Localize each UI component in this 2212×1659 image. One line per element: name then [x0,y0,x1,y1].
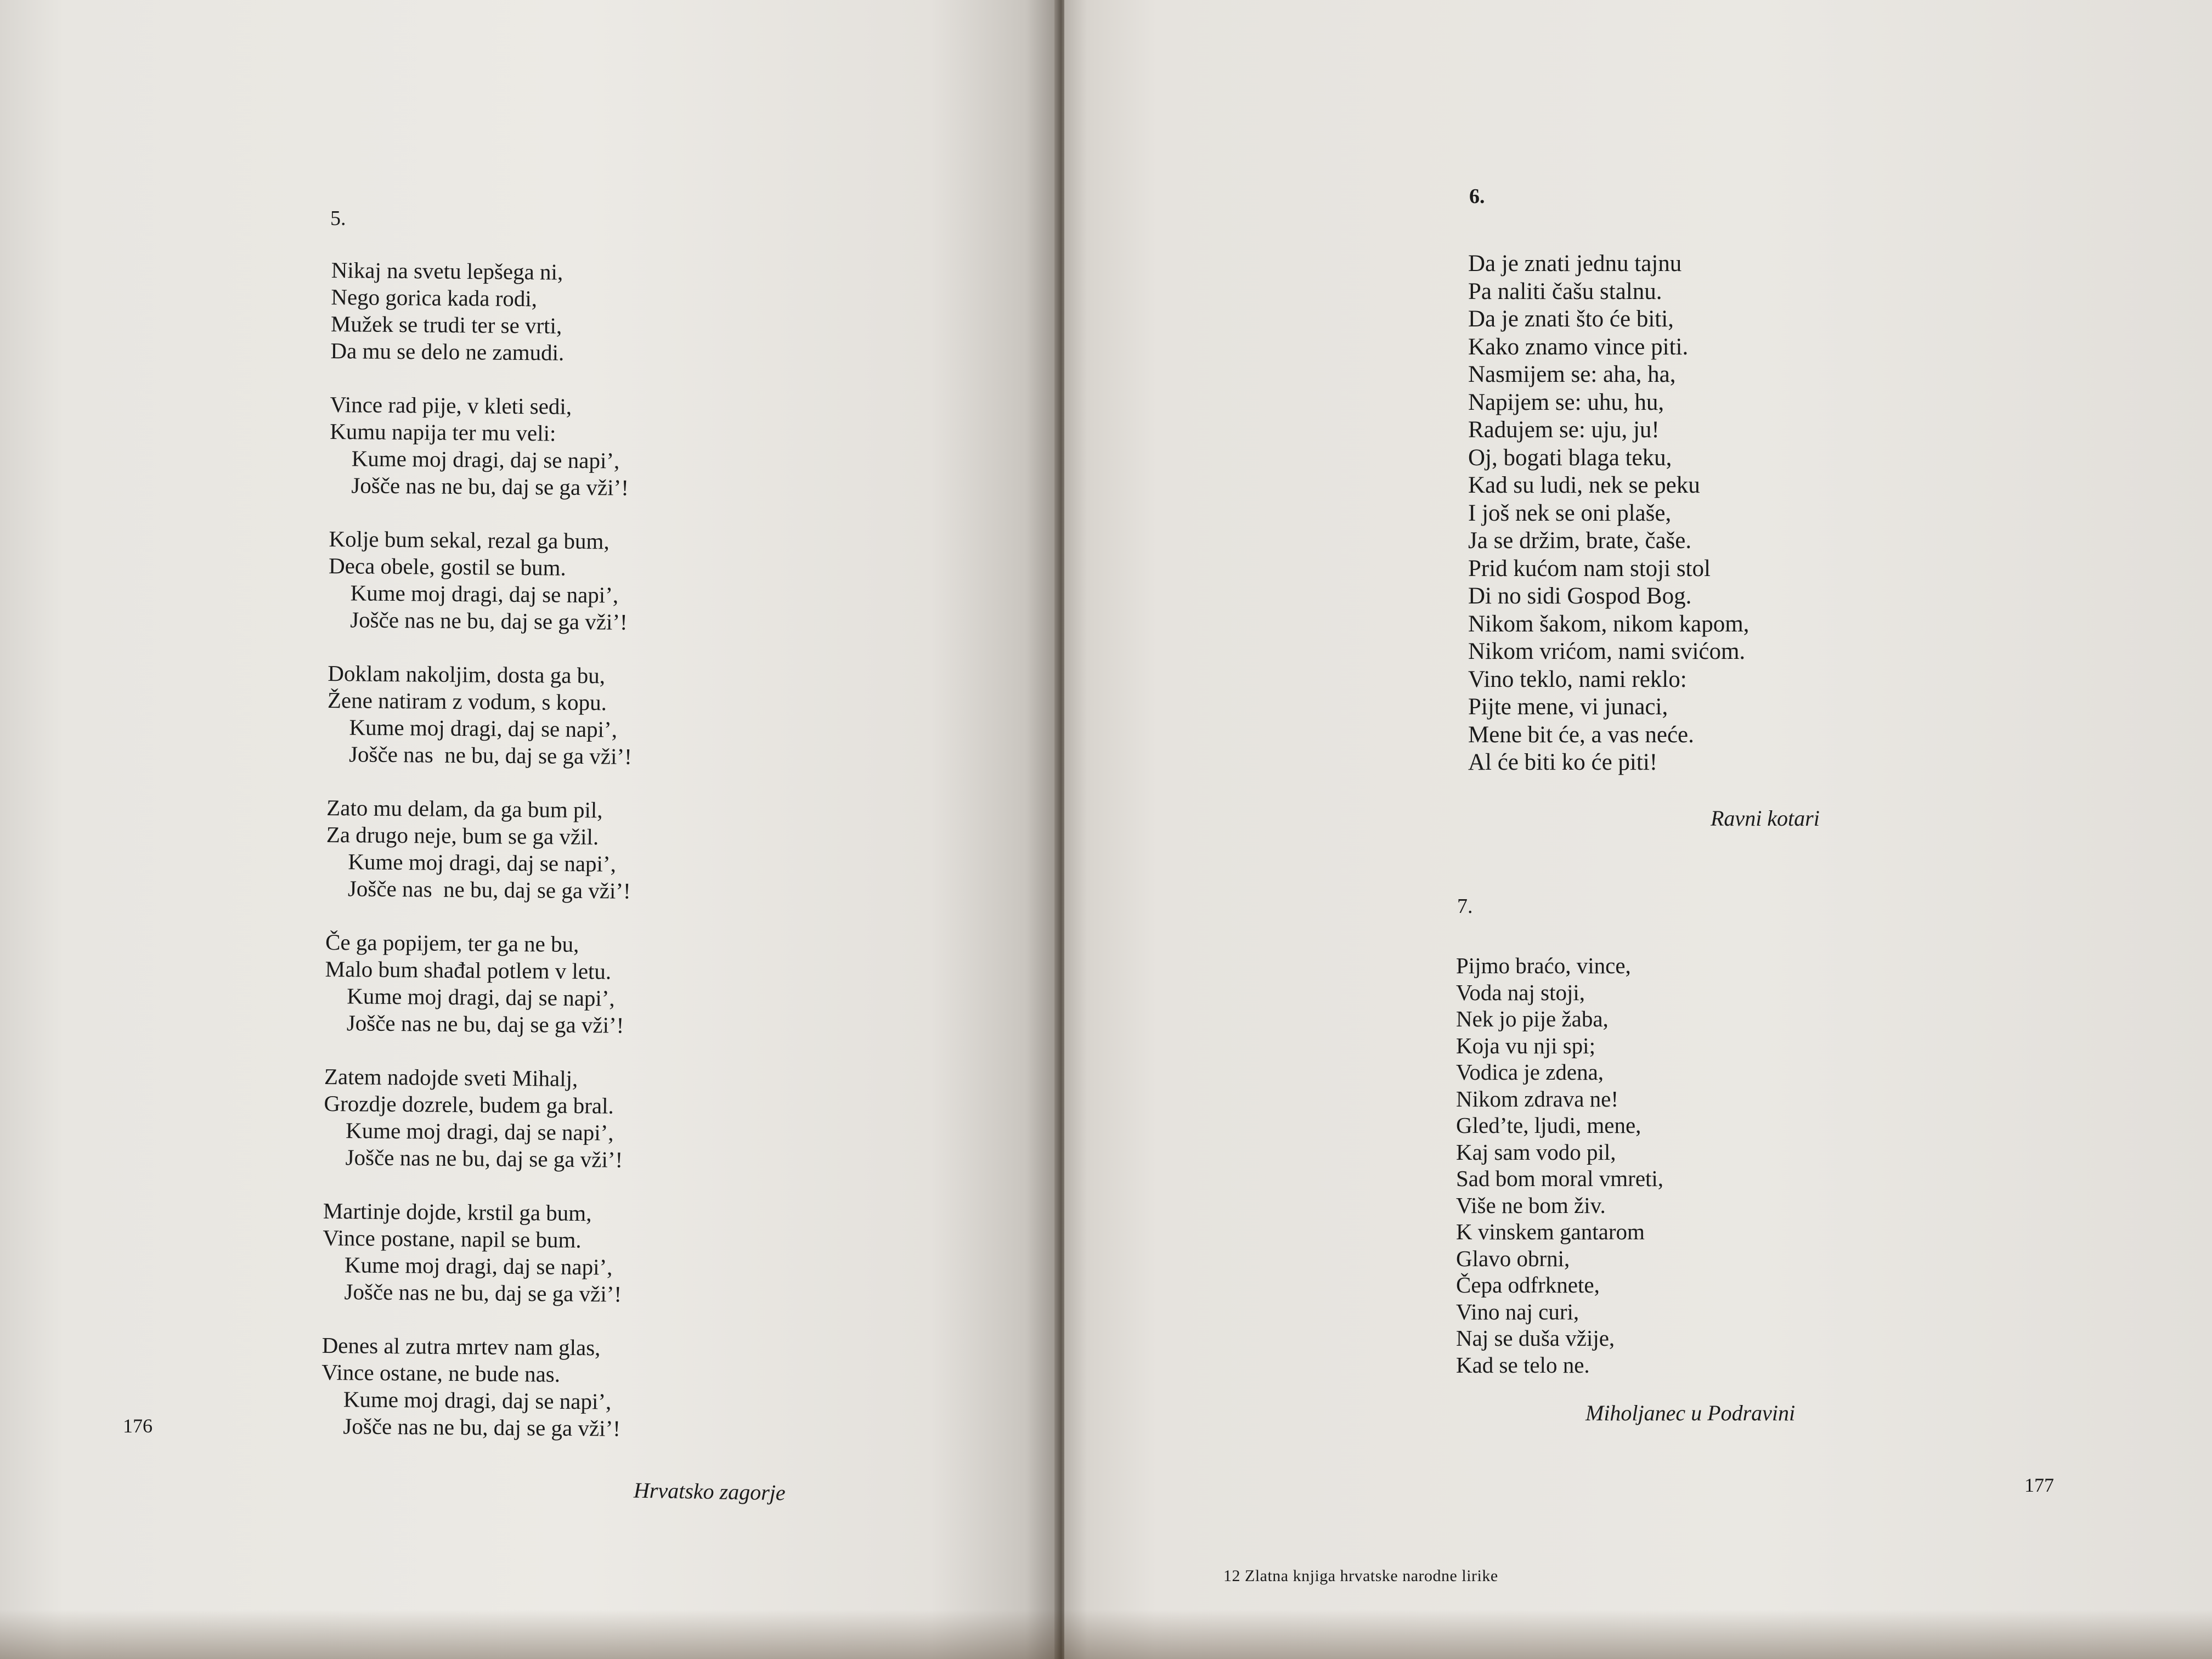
poem-line: Vince ostane, ne bude nas. [321,1359,561,1387]
poem-line: Vince rad pije, v kleti sedi, [330,391,572,419]
stanza [322,1198,628,1308]
poem-line: Kume moj dragi, daj se napi’, [347,983,615,1011]
poem-line: Glavo obrni, [1456,1245,1570,1271]
poem-line: Nek jo pije žaba, [1456,1006,1609,1031]
poem-7-text [1456,952,1663,1378]
poem-line: Ja se držim, brate, čaše. [1468,528,1692,554]
poem-line: Vince postane, napil se bum. [323,1224,582,1253]
poem-line: Kad su ludi, nek se peku [1468,472,1700,498]
poem-line: Če ga popijem, ter ga ne bu, [325,929,579,957]
poem-line: Da mu se delo ne zamudi. [330,337,565,365]
poem-line: Napijem se: uhu, hu, [1468,389,1664,415]
poem-line: Čepa odfrknete, [1456,1272,1600,1297]
poem-line: Jošče nas ne bu, daj se ga vži’! [350,607,628,635]
poem-line: Da je znati što će biti, [1468,306,1674,332]
poem-7-number: 7. [1457,895,1473,918]
poem-line: Naj se duša vžije, [1456,1325,1615,1351]
poem-7-place: Miholjanec u Podravini [1585,1401,1796,1425]
poem-line: Kumu napija ter mu veli: [330,418,556,446]
poem-5-place: Hrvatsko zagorje [633,1477,786,1505]
poem-line: Jošče nas ne bu, daj se ga vži’! [343,1413,621,1441]
poem-line: Grozdje dozrele, budem ga bral. [324,1090,614,1119]
poem-line: Zato mu delam, da ga bum pil, [326,794,603,823]
poem-line: Jošče nas ne bu, daj se ga vži’! [351,472,629,500]
poem-line: Doklam nakoljim, dosta ga bu, [328,660,606,689]
poem-6-number: 6. [1469,185,1485,208]
poem-line: Zatem nadojde sveti Mihalj, [324,1063,578,1091]
poem-line: Radujem se: uju, ju! [1468,417,1660,443]
poem-line: Voda naj stoji, [1456,979,1585,1005]
poem-line: Pijte mene, vi junaci, [1468,694,1668,720]
stanza [328,526,634,636]
poem-line: Oj, bogati blaga teku, [1468,444,1672,471]
poem-line: Jošče nas ne bu, daj se ga vži’! [344,1279,622,1307]
poem-line: Žene natiram z vodum, s kopu. [327,687,607,715]
stanza [323,1063,629,1173]
left-page [0,0,1058,1659]
poem-line: Jošče nas ne bu, daj se ga vži’! [346,1010,624,1038]
poem-line: Kume moj dragi, daj se napi’, [351,445,620,473]
poem-line: Više ne bom živ. [1456,1192,1606,1218]
poem-line: Vino teklo, nami reklo: [1468,666,1687,692]
poem-line: Pa naliti čašu stalnu. [1468,278,1662,304]
poem-line: Al će biti ko će piti! [1468,749,1658,775]
poem-line: Za drugo neje, bum se ga vžil. [326,821,599,850]
poem-line: Jošče nas ne bu, daj se ga vži’! [345,1144,623,1172]
stanza [326,794,631,905]
poem-line: Kaj sam vodo pil, [1456,1139,1616,1165]
stanza [325,929,630,1039]
poem-line: Kume moj dragi, daj se napi’, [349,714,618,742]
poem-line: Sad bom moral vmreti, [1456,1166,1664,1191]
poem-line: Nikom šakom, nikom kapom, [1468,611,1750,637]
stanza [329,391,635,501]
poem-6-text [1468,250,1749,777]
poem-line: Nikaj na svetu lepšega ni, [331,257,563,285]
poem-line: Kume moj dragi, daj se napi’, [348,849,617,877]
poem-line: Deca obele, gostil se bum. [328,552,566,580]
poem-line: Kume moj dragi, daj se napi’, [344,1252,613,1280]
poem-line: Nego gorica kada rodi, [331,284,538,312]
poem-line: Kad se telo ne. [1456,1352,1590,1378]
poem-6-place: Ravni kotari [1711,806,1820,831]
poem-line: Nasmijem se: aha, ha, [1468,362,1676,387]
poem-line: Jošče nas ne bu, daj se ga vži’! [347,876,631,904]
poem-line: K vinskem gantarom [1456,1219,1645,1244]
poem-line: Di no sidi Gospod Bog. [1468,583,1692,609]
stanza [330,257,636,367]
stanza [321,1332,627,1442]
poem-line: Vino naj curi, [1456,1299,1579,1324]
page-number-left: 176 [123,1415,153,1437]
poem-line: Kume moj dragi, daj se napi’, [345,1118,614,1146]
poem-line: Da je znati jednu tajnu [1468,251,1682,276]
book-footer: 12 Zlatna knjiga hrvatske narodne lirike [1223,1567,1498,1585]
poem-line: Gled’te, ljudi, mene, [1456,1113,1641,1138]
stanza [327,660,633,770]
poem-line: Kume moj dragi, daj se napi’, [343,1386,612,1414]
poem-line: Martinje dojde, krstil ga bum, [323,1198,592,1226]
poem-line: Malo bum shađal potlem v letu. [325,956,612,984]
poem-line: Pijmo braćo, vince, [1456,953,1631,978]
poem-line: Kolje bum sekal, rezal ga bum, [329,526,610,554]
page-number-right: 177 [2024,1474,2054,1496]
poem-5-number: 5. [330,207,346,230]
poem-line: Denes al zutra mrtev nam glas, [321,1332,601,1361]
poem-line: Vodica je zdena, [1456,1059,1604,1085]
poem-line: Koja vu nji spi; [1456,1032,1595,1058]
right-page [1064,0,2212,1659]
poem-line: I još nek se oni plaše, [1468,500,1672,526]
poem-line: Nikom vrićom, nami svićom. [1468,639,1746,664]
poem-line: Jošče nas ne bu, daj se ga vži’! [348,741,633,769]
poem-line: Mužek se trudi ter se vrti, [330,311,562,338]
poem-line: Kako znamo vince piti. [1468,334,1689,360]
poem-line: Kume moj dragi, daj se napi’, [350,580,619,608]
poem-line: Mene bit će, a vas neće. [1468,721,1694,748]
poem-5-text [321,257,636,1469]
table-shadow [0,1610,2212,1659]
poem-line: Prid kućom nam stoji stol [1468,555,1711,582]
poem-line: Nikom zdrava ne! [1456,1086,1618,1111]
